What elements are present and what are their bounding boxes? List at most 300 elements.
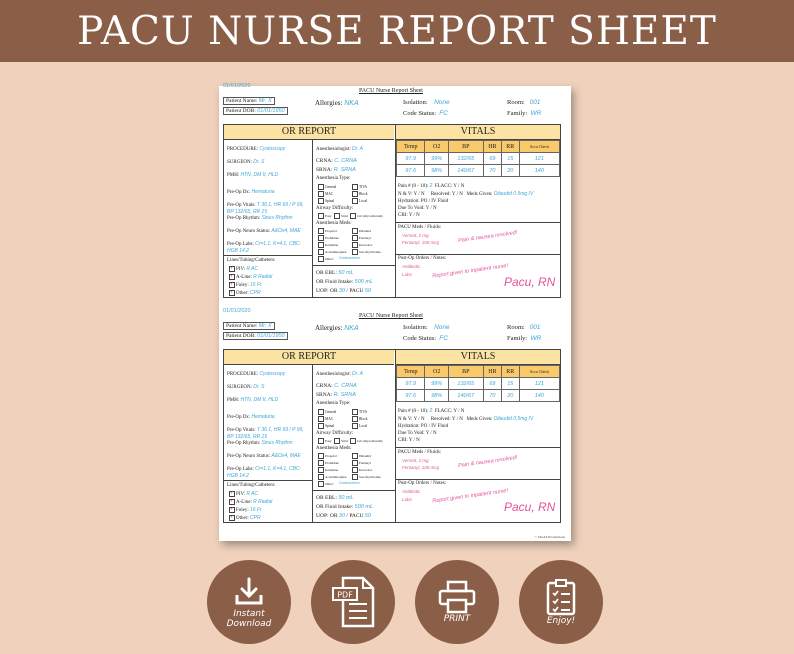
vitals-col-header: RR (502, 141, 520, 153)
srna-value: R. SRNA (333, 392, 356, 398)
anes-med-option[interactable] (318, 460, 339, 466)
vitals-header: VITALS (396, 350, 560, 365)
other-line-value: CPR (250, 290, 261, 297)
allergies-value: NKA (344, 325, 359, 332)
anes-med-option[interactable] (318, 467, 338, 473)
code-status-label: Code Status: (403, 110, 437, 117)
fluid-row (316, 279, 373, 285)
srna-label: SRNA: (316, 167, 333, 173)
anes-type-option[interactable] (318, 191, 333, 197)
checkbox[interactable] (318, 228, 324, 234)
anes-med-option[interactable] (352, 228, 371, 234)
cbi-value: Y / N (408, 213, 420, 218)
preop-dx-value: Hematuria (251, 189, 275, 195)
checkbox[interactable] (352, 409, 358, 415)
anes-type-option[interactable] (352, 184, 367, 190)
isolation-label: Isolation: (403, 324, 428, 331)
preop-labs-value: Cr=1.1, K=4.1, CBC: HGB 14.2 (227, 466, 301, 479)
cbi-row (398, 213, 420, 218)
checkbox[interactable] (318, 256, 324, 262)
anes-type-label: TIVA (359, 409, 368, 414)
download-icon (232, 575, 266, 609)
pain-label: Pain # (0 - 10): (398, 409, 429, 414)
anes-med-label: Fentanyl (359, 460, 371, 465)
anesthesiologist-label: Anesthesiologist: (316, 147, 351, 152)
pacu-note-text: Pain & nausea resolved! (457, 229, 518, 245)
checkbox[interactable] (318, 460, 324, 466)
checkbox[interactable] (318, 409, 324, 415)
checkbox[interactable]: ✓ (230, 274, 235, 279)
hydration-label: Hydration: (398, 424, 420, 429)
surgeon-value: Dr. S (253, 159, 265, 165)
procedure-value: Cystoscopy (259, 371, 286, 377)
meds-given-value: Dilaudid 0.5mg IV (493, 416, 534, 422)
vitals-col-header: O2 (425, 141, 448, 153)
other-line-label: Other: (236, 291, 249, 297)
allergies-label: Allergies: (315, 324, 343, 332)
anes-med-label: Ketamine (325, 467, 339, 472)
preop-vitals-value: T 36.1, HR 69 / P 99, BP 132/65, RR 15 (227, 202, 304, 215)
ebl-label: OR EBL: (316, 270, 337, 276)
checkbox[interactable]: ✓ (230, 290, 235, 295)
checkbox[interactable] (352, 416, 358, 422)
download-label: Instant Download (226, 609, 272, 629)
code-status-value: FC (439, 110, 448, 117)
postop-note (432, 487, 512, 504)
nv-row (398, 416, 533, 422)
anes-type-label: Block (359, 416, 368, 421)
anes-type-option[interactable] (318, 423, 334, 429)
pacu-med-2-text: Fentanyl, 100 mcg (402, 240, 440, 245)
vitals-cell: 140 (519, 165, 559, 177)
airway-label: Cricothyroidotomy (357, 213, 383, 218)
checkbox[interactable]: ✓ (230, 507, 235, 512)
pmh-label: PMH: (227, 173, 240, 178)
uop-label: UOP: OR (316, 288, 338, 294)
preop-rhythm-value: Sinus Rhythm (261, 440, 293, 446)
anes-med-label: Propofol (325, 228, 337, 233)
report-sheet (219, 83, 571, 541)
anes-med-option[interactable] (352, 474, 381, 480)
anes-type-option[interactable] (352, 191, 368, 197)
vitals-col-header: Accu Check (519, 141, 559, 153)
vitals-column (396, 125, 560, 297)
anes-type-option[interactable] (318, 184, 336, 190)
void-label: Due To Void: (398, 431, 425, 436)
room-label: Room: (507, 324, 525, 331)
preop-dx-row (227, 414, 311, 421)
airway-heading: Airway Difficulty: (316, 431, 354, 436)
vitals-cell: 20 (502, 390, 520, 402)
piv-row (229, 491, 258, 497)
anes-med-label: Dilaudid (359, 453, 371, 458)
allergies-value: NKA (344, 100, 359, 107)
airway-label: Easy (325, 438, 332, 443)
pdf-badge (311, 560, 395, 644)
uop-or-value: 30 (338, 288, 346, 294)
printer-icon (437, 580, 477, 614)
cbi-label: CBI: (398, 213, 408, 218)
checkbox[interactable] (352, 249, 358, 255)
checkbox[interactable] (350, 438, 356, 444)
vitals-cell: 99% (425, 378, 448, 390)
anes-type-option[interactable] (352, 409, 367, 415)
vitals-cell: 15 (502, 153, 520, 165)
procedure-row (227, 371, 311, 378)
cbi-row (398, 438, 420, 443)
checkbox[interactable]: ✓ (230, 515, 235, 520)
checkbox[interactable] (318, 235, 324, 241)
isolation-value: None (434, 99, 450, 106)
checkbox[interactable] (318, 481, 324, 487)
anes-med-other-text: Ondansetron (339, 256, 360, 260)
code-status-value: FC (439, 335, 448, 342)
pain-row (398, 408, 464, 414)
checkbox[interactable] (352, 235, 358, 241)
anes-type-label: Local (359, 423, 368, 428)
vitals-cell: 132/65 (448, 378, 483, 390)
fluid-value: 500 mL (354, 504, 374, 510)
vitals-cell: 69 (483, 378, 501, 390)
other-line-row (229, 515, 261, 521)
vitals-cell: 121 (519, 153, 559, 165)
or-right-column (313, 350, 396, 522)
vitals-cell: 97.9 (397, 378, 425, 390)
piv-row (229, 266, 258, 272)
void-row (398, 206, 437, 211)
pacu-med-2 (402, 465, 439, 470)
surgeon-row (227, 384, 311, 391)
checkbox[interactable] (352, 228, 358, 234)
anes-type-option[interactable] (318, 409, 336, 415)
airway-label: Strict (341, 213, 349, 218)
report-columns (223, 124, 561, 298)
checkbox[interactable] (318, 453, 324, 459)
airway-label: Cricothyroidotomy (357, 438, 383, 443)
preop-vitals-label: Pre-Op Vitals: (227, 428, 256, 433)
vitals-col-header: BP (448, 141, 483, 153)
uop-pacu-value: 50 (364, 513, 371, 519)
airway-label: Easy (325, 213, 332, 218)
anes-med-option[interactable] (318, 481, 334, 487)
uop-row (316, 288, 371, 294)
vitals-cell: 15 (502, 378, 520, 390)
airway-label: Strict (341, 438, 349, 443)
sheet-title: PACU Nurse Report Sheet (359, 88, 423, 94)
anes-med-label: Acetaminophen (325, 249, 347, 254)
checkbox[interactable] (318, 198, 324, 204)
fluid-row (316, 504, 373, 510)
checkbox[interactable]: ✓ (230, 499, 235, 504)
resolved-value: Y / N (451, 192, 463, 197)
anes-med-label: Succinylcholine (359, 249, 381, 254)
fluid-label: OR Fluid Intake: (316, 279, 354, 285)
ebl-row (316, 270, 354, 276)
uop-or-value: 30 (338, 513, 346, 519)
anes-med-option[interactable] (352, 453, 371, 459)
preop-neuro-label: Pre-Op Neuro Status: (227, 229, 271, 234)
checkbox[interactable] (352, 198, 358, 204)
ebl-value: 50 mL (338, 270, 354, 276)
patient-header (223, 90, 559, 124)
vitals-cell: 69 (483, 153, 501, 165)
vitals-cell: 97.6 (397, 390, 425, 402)
patient-dob-value: 01/01/1950 (257, 333, 285, 339)
family-label: Family: (507, 335, 528, 342)
checkbox[interactable] (318, 416, 324, 422)
anes-med-option[interactable] (352, 467, 372, 473)
anes-med-label: Ketamine (325, 242, 339, 247)
print-label: PRINT (443, 614, 471, 624)
vitals-cell: 70 (483, 165, 501, 177)
pacu-med-1-text: Versed, 2 mg (402, 458, 429, 463)
room-value: 001 (529, 99, 541, 106)
checkbox[interactable] (352, 184, 358, 190)
flacc-value: Y / N (453, 409, 465, 414)
crna-row (316, 158, 357, 164)
vitals-cell: 70 (483, 390, 501, 402)
room-value: 001 (529, 324, 541, 331)
patient-dob-field (223, 107, 288, 115)
checkbox[interactable] (318, 184, 324, 190)
postop-note-text: Report given to inpatient nurse! (431, 262, 509, 280)
other-line-row (229, 290, 261, 296)
patient-dob-label: Patient DOB: (226, 108, 256, 114)
checkbox[interactable]: ✓ (230, 282, 235, 287)
checkbox[interactable] (318, 423, 324, 429)
lines-heading: Lines/Tubing/Catheters: (227, 483, 276, 488)
anesthesiologist-value: Dr. A (351, 146, 364, 152)
anes-med-label: Succinylcholine (359, 474, 381, 479)
anes-med-option[interactable] (352, 460, 371, 466)
checkbox[interactable] (318, 191, 324, 197)
pacu-med-2 (402, 240, 439, 245)
preop-dx-value: Hematuria (251, 414, 275, 420)
preop-labs-value: Cr=1.1, K=4.1, CBC: HGB 14.2 (227, 241, 301, 254)
foley-label: Foley: (236, 283, 249, 289)
vitals-cell: 97.6 (397, 165, 425, 177)
nurse-signature: Pacu, RN (504, 500, 556, 514)
vitals-cell: 132/65 (448, 153, 483, 165)
anes-med-label: Etomidate (325, 460, 339, 465)
vitals-col-header: Temp (397, 366, 425, 378)
checkbox[interactable] (334, 438, 340, 444)
or-report-header: OR REPORT (224, 350, 394, 365)
anes-type-label: MAC (325, 191, 334, 196)
checkbox[interactable] (318, 438, 324, 444)
nurse-signature: Pacu, RN (504, 275, 556, 289)
or-right-column (313, 125, 396, 297)
anes-type-label: MAC (325, 416, 334, 421)
preop-rhythm-label: Pre-Op Rhythm: (227, 216, 261, 221)
anes-med-option[interactable] (318, 242, 338, 248)
anes-type-label: TIVA (359, 184, 368, 189)
hydration-row (398, 424, 448, 429)
preop-vitals-value: T 36.1, HR 69 / P 99, BP 132/65, RR 15 (227, 427, 304, 440)
airway-option[interactable] (334, 438, 348, 444)
postop-heading: Post-Op Orders / Notes: (398, 481, 447, 486)
ebl-row (316, 495, 354, 501)
pacu-note-text: Pain & nausea resolved! (457, 454, 518, 470)
clipboard-icon (545, 578, 577, 616)
vitals-row (397, 390, 560, 402)
checkbox[interactable] (352, 191, 358, 197)
preop-neuro-row (227, 453, 311, 460)
surgeon-row (227, 159, 311, 166)
anes-med-option[interactable] (318, 256, 334, 262)
hydration-value: PO / IV Fluid (420, 424, 449, 429)
crna-value: C. CRNA (334, 383, 357, 389)
vitals-table (396, 140, 560, 177)
anes-med-label: Other: (325, 481, 334, 486)
download-badge (207, 560, 291, 644)
meds-given-label: Meds Given: (466, 417, 493, 422)
report-date: 01/01/2020 (223, 83, 251, 89)
postop-1 (402, 489, 420, 494)
anes-type-option[interactable] (352, 423, 367, 429)
patient-name-field (223, 97, 275, 105)
anes-med-other-value (339, 481, 360, 485)
foley-value: 16 Fr (250, 507, 262, 514)
or-report-header: OR REPORT (224, 125, 394, 140)
anes-type-option[interactable] (352, 198, 367, 204)
other-line-label: Other: (236, 516, 249, 522)
anes-med-label: Ketorolac (359, 467, 373, 472)
anesthesia-type-heading: Anesthesia Type: (316, 401, 351, 406)
patient-name-field (223, 322, 275, 330)
anes-type-option[interactable] (318, 416, 333, 422)
checkbox[interactable] (318, 467, 324, 473)
postop-note-text: Report given to inpatient nurse! (431, 487, 509, 505)
anesthesiologist-row (316, 371, 363, 377)
patient-name-value: Mr. X (258, 98, 272, 104)
preop-neuro-row (227, 228, 311, 235)
preop-dx-row (227, 189, 311, 196)
patient-name-value: Mr. X (258, 323, 272, 329)
resolved-label: Resolved: (430, 417, 451, 422)
postop-1 (402, 264, 420, 269)
resolved-label: Resolved: (430, 192, 451, 197)
vitals-row (397, 153, 560, 165)
anes-med-option[interactable] (352, 249, 381, 255)
checkbox[interactable] (352, 242, 358, 248)
anes-type-label: Spinal (325, 423, 335, 428)
other-line-value: CPR (250, 515, 261, 522)
cbi-value: Y / N (408, 438, 420, 443)
checkbox[interactable] (352, 453, 358, 459)
anes-meds-heading: Anesthesia Meds: (316, 221, 352, 226)
preop-rhythm-label: Pre-Op Rhythm: (227, 441, 261, 446)
patient-header (223, 315, 559, 349)
banner-title: PACU NURSE REPORT SHEET (77, 8, 717, 54)
anes-med-option[interactable] (318, 228, 337, 234)
preop-neuro-value: A&Ox4, MAE (271, 453, 301, 459)
a-line-label: A-Line: (236, 275, 252, 281)
airway-option[interactable] (350, 213, 383, 219)
preop-neuro-label: Pre-Op Neuro Status: (227, 454, 271, 459)
anes-type-option[interactable] (352, 416, 368, 422)
preop-neuro-value: A&Ox4, MAE (271, 228, 301, 234)
isolation-label: Isolation: (403, 99, 428, 106)
airway-option[interactable] (350, 438, 383, 444)
checkbox[interactable] (318, 213, 324, 219)
anes-type-label: General (325, 409, 337, 414)
checkbox[interactable] (350, 213, 356, 219)
nv-value: Y / N (413, 417, 425, 422)
anes-med-label: Other: (325, 256, 334, 261)
checkbox[interactable] (318, 474, 324, 480)
checkbox[interactable] (318, 242, 324, 248)
srna-value: R. SRNA (333, 167, 356, 173)
isolation-value: None (434, 324, 450, 331)
pmh-row (227, 172, 311, 179)
a-line-row (229, 274, 272, 280)
preop-labs-label: Pre-Op Labs: (227, 242, 254, 247)
postop-heading: Post-Op Orders / Notes: (398, 256, 447, 261)
checkbox[interactable] (352, 474, 358, 480)
anes-med-label: Etomidate (325, 235, 339, 240)
family-value: WR (530, 110, 542, 117)
anes-type-option[interactable] (318, 198, 334, 204)
anes-type-label: Spinal (325, 198, 335, 203)
checkbox[interactable] (352, 460, 358, 466)
anesthesiologist-row (316, 146, 363, 152)
checkbox[interactable]: ✓ (230, 491, 235, 496)
anesthesia-type-heading: Anesthesia Type: (316, 176, 351, 181)
report-block (223, 313, 559, 522)
anes-med-option[interactable] (352, 242, 372, 248)
family-value: WR (530, 335, 542, 342)
vitals-cell: 140 (519, 390, 559, 402)
anes-med-option[interactable] (318, 249, 346, 255)
enjoy-label: Enjoy! (546, 616, 576, 626)
checkbox[interactable] (318, 249, 324, 255)
vitals-cell: 20 (502, 165, 520, 177)
airway-option[interactable] (334, 213, 348, 219)
vitals-cell: 98% (425, 390, 448, 402)
a-line-value: R Radial (253, 499, 273, 506)
vitals-row (397, 165, 560, 177)
anes-type-label: Local (359, 198, 368, 203)
vitals-col-header: HR (483, 366, 501, 378)
checkbox[interactable]: ✓ (230, 266, 235, 271)
enjoy-badge (519, 560, 603, 644)
checkbox[interactable] (334, 213, 340, 219)
anes-med-option[interactable] (318, 453, 337, 459)
vitals-row (397, 378, 560, 390)
anes-med-option[interactable] (318, 474, 346, 480)
vitals-cell: 140/67 (448, 165, 483, 177)
crna-label: CRNA: (316, 383, 333, 389)
ebl-value: 50 mL (338, 495, 354, 501)
checkbox[interactable] (352, 467, 358, 473)
patient-name-label: Patient Name: (226, 98, 258, 104)
srna-row (316, 392, 356, 398)
airway-option[interactable] (318, 438, 332, 444)
report-date: 01/01/2020 (223, 308, 251, 314)
anes-med-option[interactable] (352, 235, 371, 241)
resolved-value: Y / N (451, 417, 463, 422)
fluid-value: 500 mL (354, 279, 374, 285)
anes-med-label: Ketorolac (359, 242, 373, 247)
checkbox[interactable] (352, 423, 358, 429)
airway-option[interactable] (318, 213, 332, 219)
anes-med-label: Acetaminophen (325, 474, 347, 479)
family-label: Family: (507, 110, 528, 117)
footer-credit: © DGAT Productions (534, 535, 565, 539)
anes-med-option[interactable] (318, 235, 339, 241)
meds-given-label: Meds Given: (466, 192, 493, 197)
